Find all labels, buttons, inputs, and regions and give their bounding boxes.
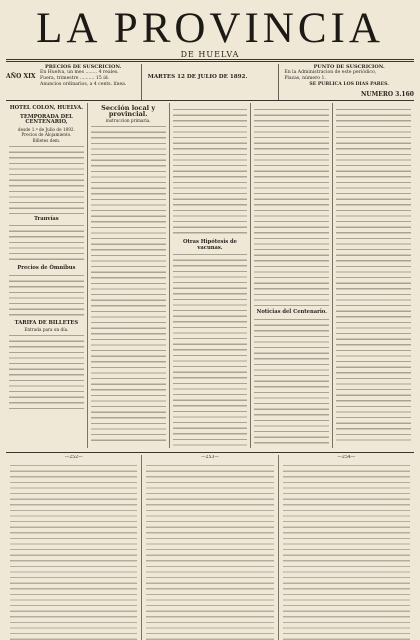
feuilleton-section: [6, 455, 414, 640]
omnibus-heading: Precios de Ómnibus: [17, 265, 76, 272]
centenary-heading: Noticias del Centenario.: [256, 309, 327, 315]
section-subheading: instruccion primaria.: [105, 118, 151, 124]
publication-days: SE PUBLICA LOS DIAS PARES.: [309, 82, 389, 87]
text-block: [254, 107, 329, 307]
article-columns: [6, 103, 414, 448]
page-number: —254—: [337, 455, 356, 460]
point-line: Plazas, número 1.: [284, 76, 326, 81]
page-number: —252—: [64, 455, 83, 460]
column-hypotheses: [170, 103, 252, 448]
column-continuation: [333, 103, 414, 448]
newspaper-subtitle: DE HUELVA: [180, 50, 240, 59]
text-block: [9, 333, 84, 413]
issue-number: NUMERO 3.160: [360, 91, 414, 98]
text-block: [10, 463, 137, 640]
feuilleton-column: [279, 455, 414, 640]
entry-heading: Entrada para un día.: [24, 327, 69, 333]
masthead: [0, 0, 420, 59]
season-date: desde 1.º de Julio de 1892.: [17, 126, 75, 132]
season-heading: TEMPORADA DEL CENTENARIO,: [20, 113, 73, 126]
text-block: [173, 252, 248, 448]
page-number: —253—: [201, 455, 219, 460]
date-box: [141, 64, 280, 100]
text-block: [91, 124, 166, 444]
info-rule: [6, 100, 414, 101]
text-block: [9, 223, 84, 263]
tickets-heading: Billetes dem.: [32, 137, 61, 143]
column-advertisements: [6, 103, 88, 448]
text-block: [9, 273, 84, 318]
text-block: [254, 317, 329, 447]
price-line: Fuera, trimestre .......... 15 íd.: [40, 76, 110, 81]
hotel-heading: HOTEL COLON, HUELVA.: [9, 105, 84, 111]
price-line: Anuncios ordinarios, a 4 cents. línea.: [40, 82, 127, 87]
point-heading: PUNTO DE SUSCRICION.: [313, 64, 385, 70]
feuilleton-rule: [6, 452, 414, 453]
ticket-tariff-heading: TARIFA DE BILLETES: [14, 319, 79, 326]
tram-heading: Tranvías: [34, 215, 59, 222]
subscription-prices-box: [6, 64, 141, 100]
issue-date: MARTES 12 DE JULIO DE 1892.: [147, 74, 248, 80]
section-heading: Sección local y provincial.: [101, 104, 156, 118]
subscription-point-box: [279, 64, 414, 100]
lodging-heading: Precios de Alojamiento.: [21, 132, 72, 138]
column-centenary: [251, 103, 333, 448]
feuilleton-column: [6, 455, 142, 640]
text-block: [283, 463, 410, 640]
text-block: [146, 463, 273, 640]
text-block: [9, 144, 84, 214]
prices-heading: PRECIOS DE SUSCRICION.: [45, 64, 122, 70]
year-tag: AÑO XIX: [6, 73, 36, 80]
price-line: En Huelva, un mes ........ 4 reales.: [40, 70, 119, 75]
masthead-rule: [6, 59, 414, 62]
text-block: [173, 107, 248, 237]
column-local-news: [88, 103, 170, 448]
info-bar: [6, 64, 414, 100]
text-block: [336, 107, 411, 442]
newspaper-title: LA PROVINCIA: [36, 5, 384, 52]
feuilleton-column: [142, 455, 278, 640]
hypotheses-heading: Otras Hipótesis de vacunas.: [183, 239, 237, 251]
point-line: En la Administracion de este periódico,: [284, 70, 377, 75]
